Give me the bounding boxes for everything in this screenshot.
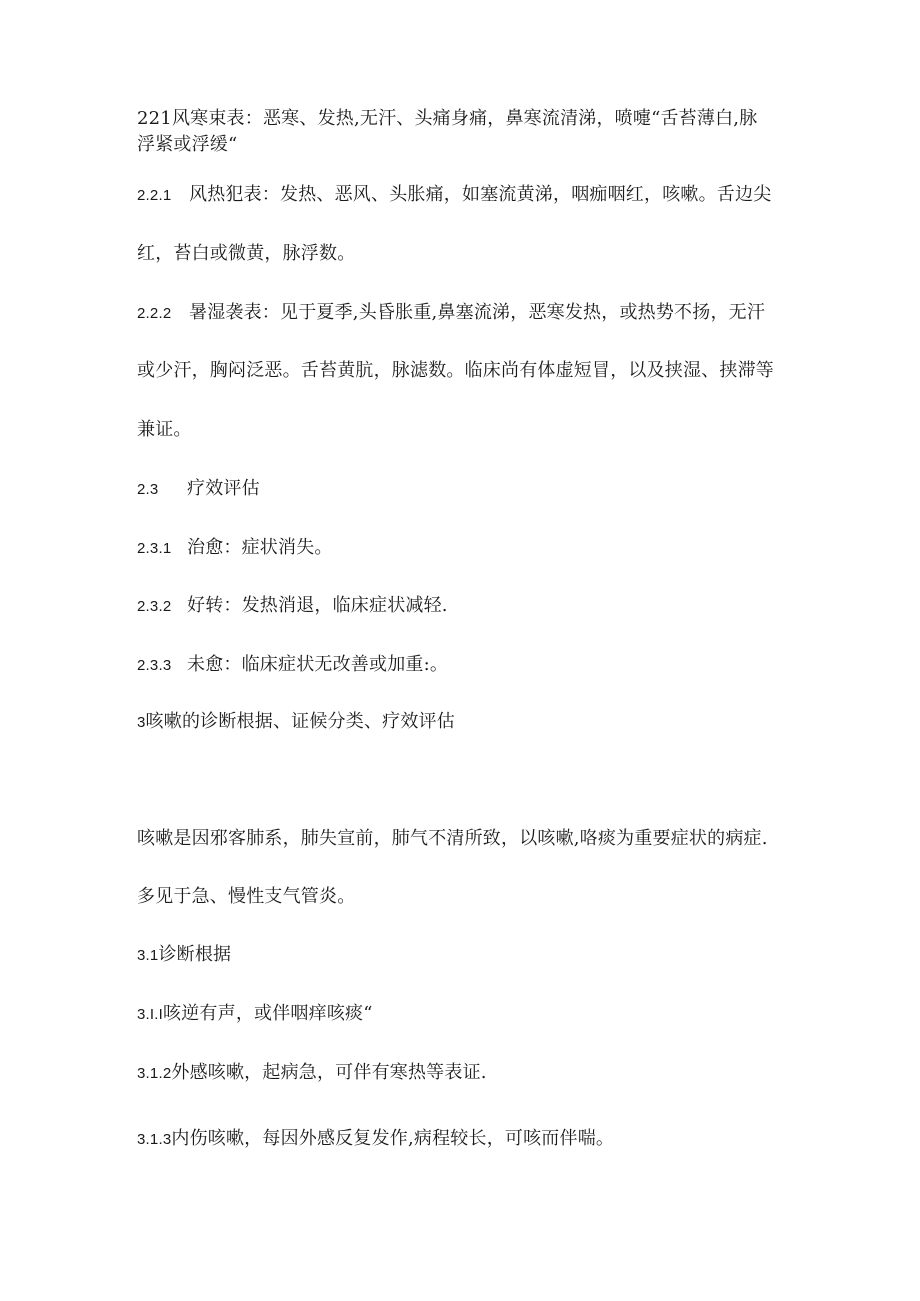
cough-intro-line-2	[137, 884, 355, 910]
line-text: 未愈：临床症状无改善或加重:。	[187, 654, 449, 675]
heading-3-1	[137, 942, 231, 969]
section-number: 3.I.I	[137, 1006, 164, 1023]
section-number: 2.3.1	[137, 540, 172, 557]
paragraph-2-2-wind-cold-line-2	[137, 132, 237, 158]
line-text: 红，苔白或微黄，脉浮数。	[137, 243, 356, 264]
section-2-3-3	[137, 652, 448, 679]
line-text: 治愈：症状消失。	[187, 537, 333, 558]
line-text: 多见于急、慢性支气管炎。	[137, 886, 356, 907]
section-number: 2.3	[137, 481, 159, 498]
heading-2-3	[137, 476, 260, 503]
section-number: 2.2.2	[137, 305, 172, 322]
line-text: 好转：发热消退，临床症状减轻.	[187, 595, 448, 616]
section-number: 2.3.2	[137, 598, 172, 615]
line-text: 咳逆有声，或伴咽痒咳痰“	[163, 1003, 373, 1024]
line-text: 咳嗽是因邪客肺系，肺失宣前，肺气不清所致，以咳嗽,咯痰为重要症状的病症.	[137, 828, 768, 849]
cough-intro-line-1	[137, 826, 768, 852]
section-3-1-1	[137, 1001, 373, 1028]
line-text: 221风寒束表：恶寒、发热,无汗、头痛身痛，鼻寒流清涕，喷嚏“舌苔薄白,脉	[137, 108, 758, 129]
heading-text: 疗效评估	[187, 478, 260, 499]
section-3-1-3	[137, 1126, 614, 1153]
section-2-2-2-line-2	[137, 358, 774, 384]
section-number: 3.1.2	[137, 1065, 172, 1082]
heading-text: 诊断根据	[158, 944, 232, 965]
line-text: 外感咳嗽，起病急，可伴有寒热等表证.	[171, 1062, 487, 1083]
section-2-2-1-line-2	[137, 241, 355, 267]
section-number: 3.1.3	[137, 1131, 172, 1148]
section-2-2-2-line-1	[137, 300, 765, 327]
line-text: 内伤咳嗽，每因外感反复发作,病程较长，可咳而伴喘。	[171, 1128, 615, 1149]
section-number: 3	[137, 714, 146, 731]
section-number: 3.1	[137, 947, 159, 964]
section-number: 2.3.3	[137, 657, 172, 674]
section-number: 2.2.1	[137, 187, 172, 204]
section-2-3-2	[137, 593, 448, 620]
heading-text: 咳嗽的诊断根据、证候分类、疗效评估	[145, 711, 455, 732]
section-2-3-1	[137, 535, 333, 562]
paragraph-2-2-wind-cold-line-1	[137, 106, 757, 132]
line-text: 浮紧或浮缓“	[137, 134, 238, 155]
line-text: 暑湿袭表：见于夏季,头昏胀重,鼻塞流涕，恶寒发热，或热势不扬，无汗	[189, 302, 766, 323]
line-text: 风热犯表：发热、恶风、头胀痛，如塞流黄涕，咽痂咽红，咳嗽。舌边尖	[189, 184, 772, 205]
section-2-2-1-line-1	[137, 182, 771, 209]
line-text: 兼证。	[137, 419, 192, 440]
line-text: 或少汗，胸闷泛恶。舌苔黄肮，脉滤数。临床尚有体虚短冒，以及挟湿、挟滞等	[137, 360, 774, 381]
heading-3-cough	[137, 709, 455, 736]
section-3-1-2	[137, 1060, 487, 1087]
section-2-2-2-line-3	[137, 417, 192, 443]
